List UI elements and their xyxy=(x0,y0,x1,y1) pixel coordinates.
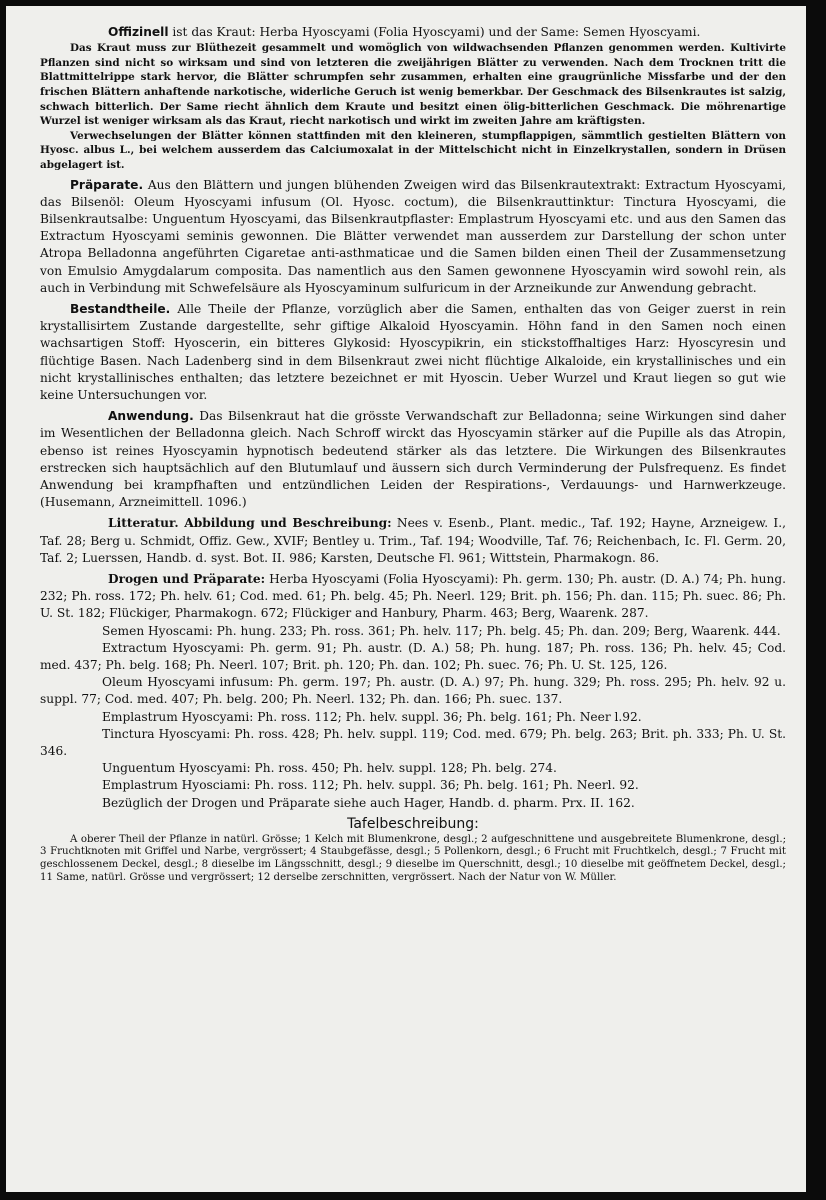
anwendung-heading: Anwendung. xyxy=(108,409,194,424)
drogen-item-5: Tinctura Hyoscyami: Ph. ross. 428; Ph. helv. suppl. 119; Cod. med. 679; Ph. belg. 263; Brit. ph. 333; Ph. U. St. 346. xyxy=(40,726,786,759)
praeparate-paragraph xyxy=(40,177,786,297)
litteratur-paragraph xyxy=(40,515,786,567)
drogen-item-7: Emplastrum Hyosciami: Ph. ross. 112; Ph. helv. suppl. 36; Ph. belg. 161; Ph. Neerl. 92. xyxy=(102,778,639,793)
drogen-item-2: Extractum Hyoscyami: Ph. germ. 91; Ph. austr. (D. A.) 58; Ph. hung. 187; Ph. ross. 136; Ph. helv. 45; Cod. med. 437; Ph. belg. 168; Ph. Neerl. 107; Brit. ph. 120; Ph. dan. 102; Ph. suec. 76; Ph. U. St. 125, 126. xyxy=(40,640,786,673)
anwendung-paragraph xyxy=(40,408,786,511)
tafel-title: Tafelbeschreibung: xyxy=(347,815,479,832)
officinal-heading: Offizinell xyxy=(108,25,169,39)
litteratur-text: Nees v. Esenb., Plant. medic., Taf. 192; Hayne, Arzneigew. I., Taf. 28; Berg u. Schmidt, Offiz. Gew., XVIF; Bentley u. Trim., Taf. 194; Woodville, Taf. 76; Reichenbach, Ic. Fl. Germ. 20, Taf. 2; Luerssen, Handb. d. syst. Bot. II. 986; Karsten, Deutsche Fl. 961; Wittstein, Pharmakogn. 86. xyxy=(40,516,786,565)
drogen-item-3: Oleum Hyoscyami infusum: Ph. germ. 197; Ph. austr. (D. A.) 97; Ph. hung. 329; Ph. ross. 295; Ph. helv. 92 u. suppl. 77; Cod. med. 407; Ph. belg. 200; Ph. Neerl. 132; Ph. dan. 166; Ph. suec. 137. xyxy=(40,675,786,707)
tafel-text: A oberer Theil der Pflanze in natürl. Grösse; 1 Kelch mit Blumenkrone, desgl.; 2 aufgeschnittene und ausgebreitete Blumenkrone, desgl.; 3 Fruchtknoten mit Griffel und Narbe, vergrössert; 4 Staubgefässe, desgl.; 5 Pollenkorn, desgl.; 6 Frucht mit Fruchtkelch, desgl.; 7 Frucht mit geschlossenem Deckel, desgl.; 8 dieselbe im Längsschnitt, desgl.; 9 dieselbe im Querschnitt, desgl.; 10 dieselbe mit geöffnetem Deckel, desgl.; 11 Same, natürl. Grösse und vergrössert; 12 derselbe zerschnitten, vergrössert. Nach der Natur von W. Müller. xyxy=(40,833,786,883)
drogen-heading: Drogen und Präparate: xyxy=(108,572,266,587)
bestandtheile-text: Alle Theile der Pflanze, vorzüglich aber die Samen, enthalten das von Geiger zuerst in rein krystallisirtem Zustande dargestellte, sehr giftige Alkaloid Hyoscyamin. Höhn fand in den Samen noch einen wachsartigen Stoff: Hyoscerin, ein bitteres Glykosid: Hyoscypikrin, ein stickstoffhaltiges Harz: Hyoscyresin und flüchtige Basen. Nach Ladenberg sind in dem Bilsenkraut zwei nicht flüchtige Alkaloide, ein krystallinisches und ein nicht krystallinisches enthalten; das letztere bezeichnet er mit Hyoscin. Ueber Wurzel und Kraut liegen so gut wie keine Untersuchungen vor. xyxy=(40,301,786,402)
officinal-note-1: Das Kraut muss zur Blüthezeit gesammelt und womöglich von wildwachsenden Pflanzen genommen werden. Kultivirte Pflanzen sind nicht so wirksam und sind von letzteren die zweijährigen Blätter zu verwenden. Nach dem Trocknen tritt die Blattmittelrippe stark hervor, die Blätter schrumpfen sehr zusammen, erhalten eine graugrünliche Missfarbe und der den frischen Blättern anhaftende narkotische, widerliche Geruch ist wenig bemerkbar. Der Geschmack des Bilsenkrautes ist salzig, schwach bitterlich. Der Same riecht ähnlich dem Kraute und besitzt einen ölig-bitterlichen Geschmack. Die möhrenartige Wurzel ist weniger wirksam als das Kraut, riecht narkotisch und wirkt im zweiten Jahre am kräftigsten. xyxy=(40,42,786,128)
officinal-note-2: Verwechselungen der Blätter können stattfinden mit den kleineren, stumpflappigen, sämmtlich gestielten Blättern von Hyosc. albus L., bei welchem ausserdem das Calciumoxalat in der Mittelschicht nicht in Einzelkrystallen, sondern in Drüsen abgelagert ist. xyxy=(40,129,786,171)
anwendung-text: Das Bilsenkraut hat die grösste Verwandschaft zur Belladonna; seine Wirkungen sind daher im Wesentlichen der Belladonna gleich. Nach Schroff wirckt das Hyoscyamin stärker auf die Pupille als das Atropin, ebenso ist reines Hyoscyamin hypnotisch bedeutend stärker als das letztere. Die Wirkungen des Bilsenkrautes erstrecken sich hauptsächlich auf den Blutumlauf und äussern sich durch Verminderung der Pulsfrequenz. Es findet Anwendung bei krampfhaften und entzündlichen Leiden der Respirations-, Verdauungs- und Harnwerkzeuge. (Husemann, Arzneimittell. 1096.) xyxy=(40,409,786,510)
drogen-item-8: Bezüglich der Drogen und Präparate siehe auch Hager, Handb. d. pharm. Prx. II. 162. xyxy=(102,795,635,810)
book-page xyxy=(6,6,806,1192)
drogen-item-0: Herba Hyoscyami (Folia Hyoscyami): Ph. germ. 130; Ph. austr. (D. A.) 74; Ph. hung. 232; Ph. ross. 172; Ph. helv. 61; Cod. med. 61; Ph. belg. 45; Ph. Neerl. 129; Brit. ph. 156; Ph. dan. 115; Ph. suec. 86; Ph. U. St. 182; Flückiger, Pharmakogn. 672; Flückiger and Hanbury, Pharm. 463; Berg, Waarenk. 287. xyxy=(40,572,787,621)
drogen-item-1: Semen Hyoscami: Ph. hung. 233; Ph. ross. 361; Ph. helv. 117; Ph. belg. 45; Ph. dan. 209; Berg, Waarenk. 444. xyxy=(102,623,781,638)
drogen-paragraph xyxy=(40,571,786,623)
drogen-item-6: Unguentum Hyoscyami: Ph. ross. 450; Ph. helv. suppl. 128; Ph. belg. 274. xyxy=(102,761,557,776)
bestandtheile-heading: Bestandtheile. xyxy=(70,301,171,316)
litteratur-heading: Litteratur. Abbildung und Beschreibung: xyxy=(108,516,392,531)
officinal-text: ist das Kraut: Herba Hyoscyami (Folia Hyoscyami) und der Same: Semen Hyoscyami. xyxy=(168,25,701,39)
drogen-item-4: Emplastrum Hyoscyami: Ph. ross. 112; Ph. helv. suppl. 36; Ph. belg. 161; Ph. Neer l.92. xyxy=(102,709,642,724)
praeparate-heading: Präparate. xyxy=(70,177,144,192)
bestandtheile-paragraph xyxy=(40,301,786,404)
officinal-paragraph xyxy=(40,24,786,41)
praeparate-text: Aus den Blättern und jungen blühenden Zweigen wird das Bilsenkrautextrakt: Extractum Hyoscyami, das Bilsenöl: Oleum Hyoscyami infusum (Ol. Hyosc. coctum), die Bilsenkrauttinktur: Tinctura Hyoscyami, die Bilsenkrautsalbe: Unguentum Hyoscyami, das Bilsenkrautpflaster: Emplastrum Hyoscyami etc. und aus den Samen das Extractum Hyoscyami seminis gewonnen. Die Blätter verwendet man ausserdem zur Darstellung der schon unter Atropa Belladonna angeführten Cigaretae anti-asthmaticae und die Samen bilden einen Theil der Zusammensetzung von Emulsio Amygdalarum composita. Das namentlich aus den Samen gewonnene Hyoscyamin wird sowohl rein, als auch in Verbindung mit Schwefelsäure als Hyoscyaminum sulfuricum in der Arzneikunde zur Anwendung gebracht. xyxy=(40,177,786,295)
